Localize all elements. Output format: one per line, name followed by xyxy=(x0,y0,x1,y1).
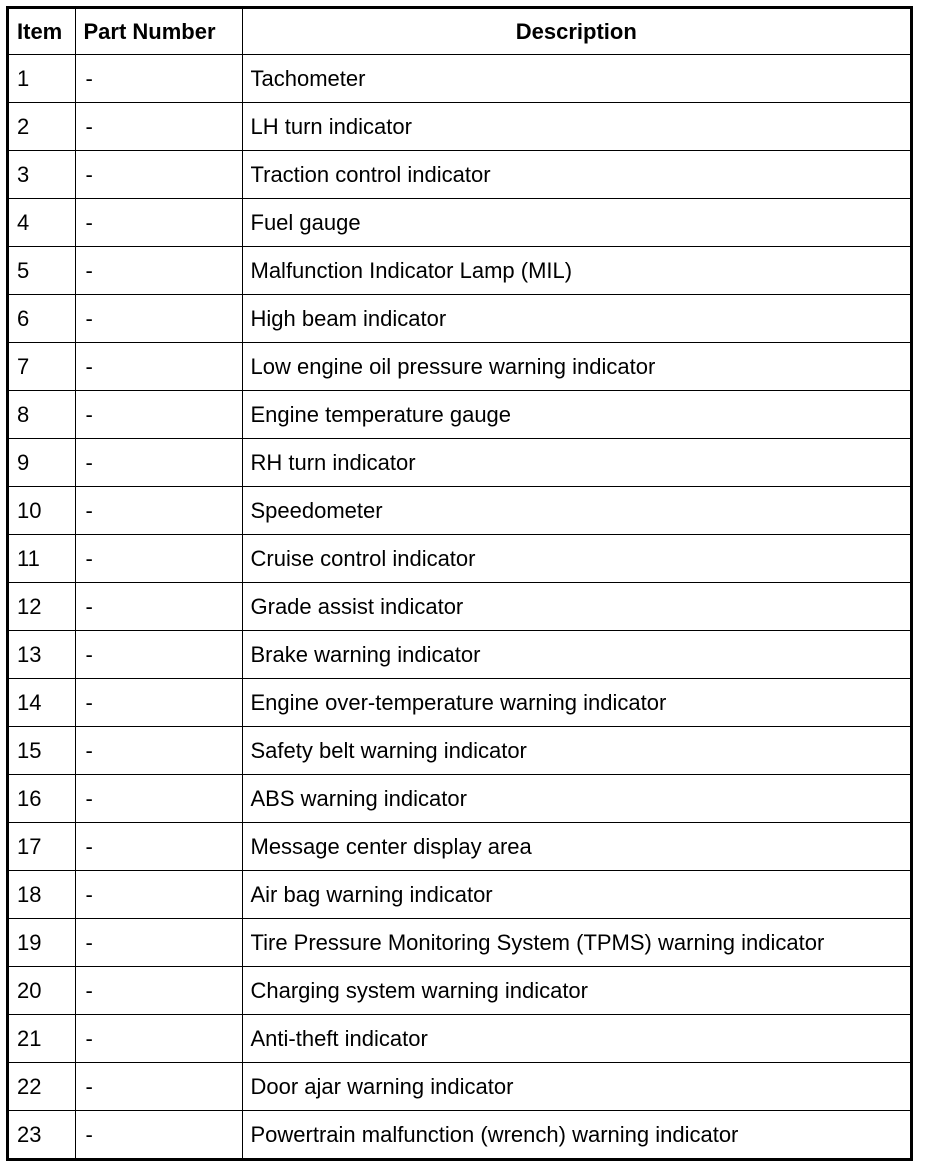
cell-description: Fuel gauge xyxy=(242,199,910,247)
table-row xyxy=(9,247,910,295)
cell-item: 22 xyxy=(9,1063,75,1111)
cell-part-number: - xyxy=(75,679,242,727)
cell-item: 7 xyxy=(9,343,75,391)
cell-description: RH turn indicator xyxy=(242,439,910,487)
table-row xyxy=(9,535,910,583)
cell-description: Grade assist indicator xyxy=(242,583,910,631)
table-row xyxy=(9,919,910,967)
table-row xyxy=(9,967,910,1015)
cell-item: 8 xyxy=(9,391,75,439)
cell-description: Tire Pressure Monitoring System (TPMS) warning indicator xyxy=(242,919,910,967)
cell-item: 23 xyxy=(9,1111,75,1159)
parts-table-frame xyxy=(6,6,913,1161)
table-row xyxy=(9,679,910,727)
table-row xyxy=(9,1063,910,1111)
table-row xyxy=(9,391,910,439)
cell-part-number: - xyxy=(75,775,242,823)
cell-part-number: - xyxy=(75,247,242,295)
cell-item: 14 xyxy=(9,679,75,727)
table-row xyxy=(9,775,910,823)
cell-item: 18 xyxy=(9,871,75,919)
parts-table xyxy=(9,9,910,1158)
cell-part-number: - xyxy=(75,151,242,199)
cell-part-number: - xyxy=(75,487,242,535)
table-header-row xyxy=(9,9,910,55)
cell-description: Engine temperature gauge xyxy=(242,391,910,439)
cell-part-number: - xyxy=(75,439,242,487)
table-row xyxy=(9,55,910,103)
cell-part-number: - xyxy=(75,55,242,103)
cell-item: 16 xyxy=(9,775,75,823)
cell-description: Powertrain malfunction (wrench) warning indicator xyxy=(242,1111,910,1159)
cell-item: 5 xyxy=(9,247,75,295)
cell-item: 2 xyxy=(9,103,75,151)
cell-item: 9 xyxy=(9,439,75,487)
cell-item: 3 xyxy=(9,151,75,199)
cell-part-number: - xyxy=(75,391,242,439)
table-row xyxy=(9,295,910,343)
table-row xyxy=(9,103,910,151)
cell-part-number: - xyxy=(75,583,242,631)
table-row xyxy=(9,1015,910,1063)
cell-description: LH turn indicator xyxy=(242,103,910,151)
cell-item: 21 xyxy=(9,1015,75,1063)
cell-description: Door ajar warning indicator xyxy=(242,1063,910,1111)
table-row xyxy=(9,1111,910,1159)
header-item: Item xyxy=(9,9,75,55)
cell-item: 17 xyxy=(9,823,75,871)
cell-item: 6 xyxy=(9,295,75,343)
cell-part-number: - xyxy=(75,871,242,919)
cell-part-number: - xyxy=(75,1111,242,1159)
cell-part-number: - xyxy=(75,199,242,247)
table-row xyxy=(9,727,910,775)
header-part-number: Part Number xyxy=(75,9,242,55)
cell-item: 13 xyxy=(9,631,75,679)
cell-description: Malfunction Indicator Lamp (MIL) xyxy=(242,247,910,295)
table-row xyxy=(9,583,910,631)
table-row xyxy=(9,343,910,391)
cell-item: 19 xyxy=(9,919,75,967)
table-row xyxy=(9,823,910,871)
cell-part-number: - xyxy=(75,919,242,967)
cell-description: High beam indicator xyxy=(242,295,910,343)
cell-description: Traction control indicator xyxy=(242,151,910,199)
cell-description: Air bag warning indicator xyxy=(242,871,910,919)
header-description: Description xyxy=(242,9,910,55)
cell-part-number: - xyxy=(75,1015,242,1063)
cell-description: Cruise control indicator xyxy=(242,535,910,583)
cell-description: Brake warning indicator xyxy=(242,631,910,679)
cell-part-number: - xyxy=(75,631,242,679)
cell-item: 1 xyxy=(9,55,75,103)
cell-item: 11 xyxy=(9,535,75,583)
cell-description: Anti-theft indicator xyxy=(242,1015,910,1063)
cell-item: 10 xyxy=(9,487,75,535)
cell-item: 20 xyxy=(9,967,75,1015)
cell-part-number: - xyxy=(75,967,242,1015)
cell-item: 15 xyxy=(9,727,75,775)
table-row xyxy=(9,199,910,247)
table-row xyxy=(9,871,910,919)
cell-description: Safety belt warning indicator xyxy=(242,727,910,775)
cell-part-number: - xyxy=(75,823,242,871)
cell-description: Low engine oil pressure warning indicator xyxy=(242,343,910,391)
cell-description: Charging system warning indicator xyxy=(242,967,910,1015)
cell-description: Speedometer xyxy=(242,487,910,535)
table-row xyxy=(9,487,910,535)
table-row xyxy=(9,439,910,487)
cell-part-number: - xyxy=(75,343,242,391)
table-row xyxy=(9,631,910,679)
cell-part-number: - xyxy=(75,1063,242,1111)
cell-part-number: - xyxy=(75,295,242,343)
cell-description: Message center display area xyxy=(242,823,910,871)
table-body xyxy=(9,55,910,1159)
cell-description: Engine over-temperature warning indicator xyxy=(242,679,910,727)
cell-part-number: - xyxy=(75,535,242,583)
cell-description: Tachometer xyxy=(242,55,910,103)
table-row xyxy=(9,151,910,199)
cell-item: 4 xyxy=(9,199,75,247)
cell-part-number: - xyxy=(75,727,242,775)
cell-item: 12 xyxy=(9,583,75,631)
cell-description: ABS warning indicator xyxy=(242,775,910,823)
cell-part-number: - xyxy=(75,103,242,151)
